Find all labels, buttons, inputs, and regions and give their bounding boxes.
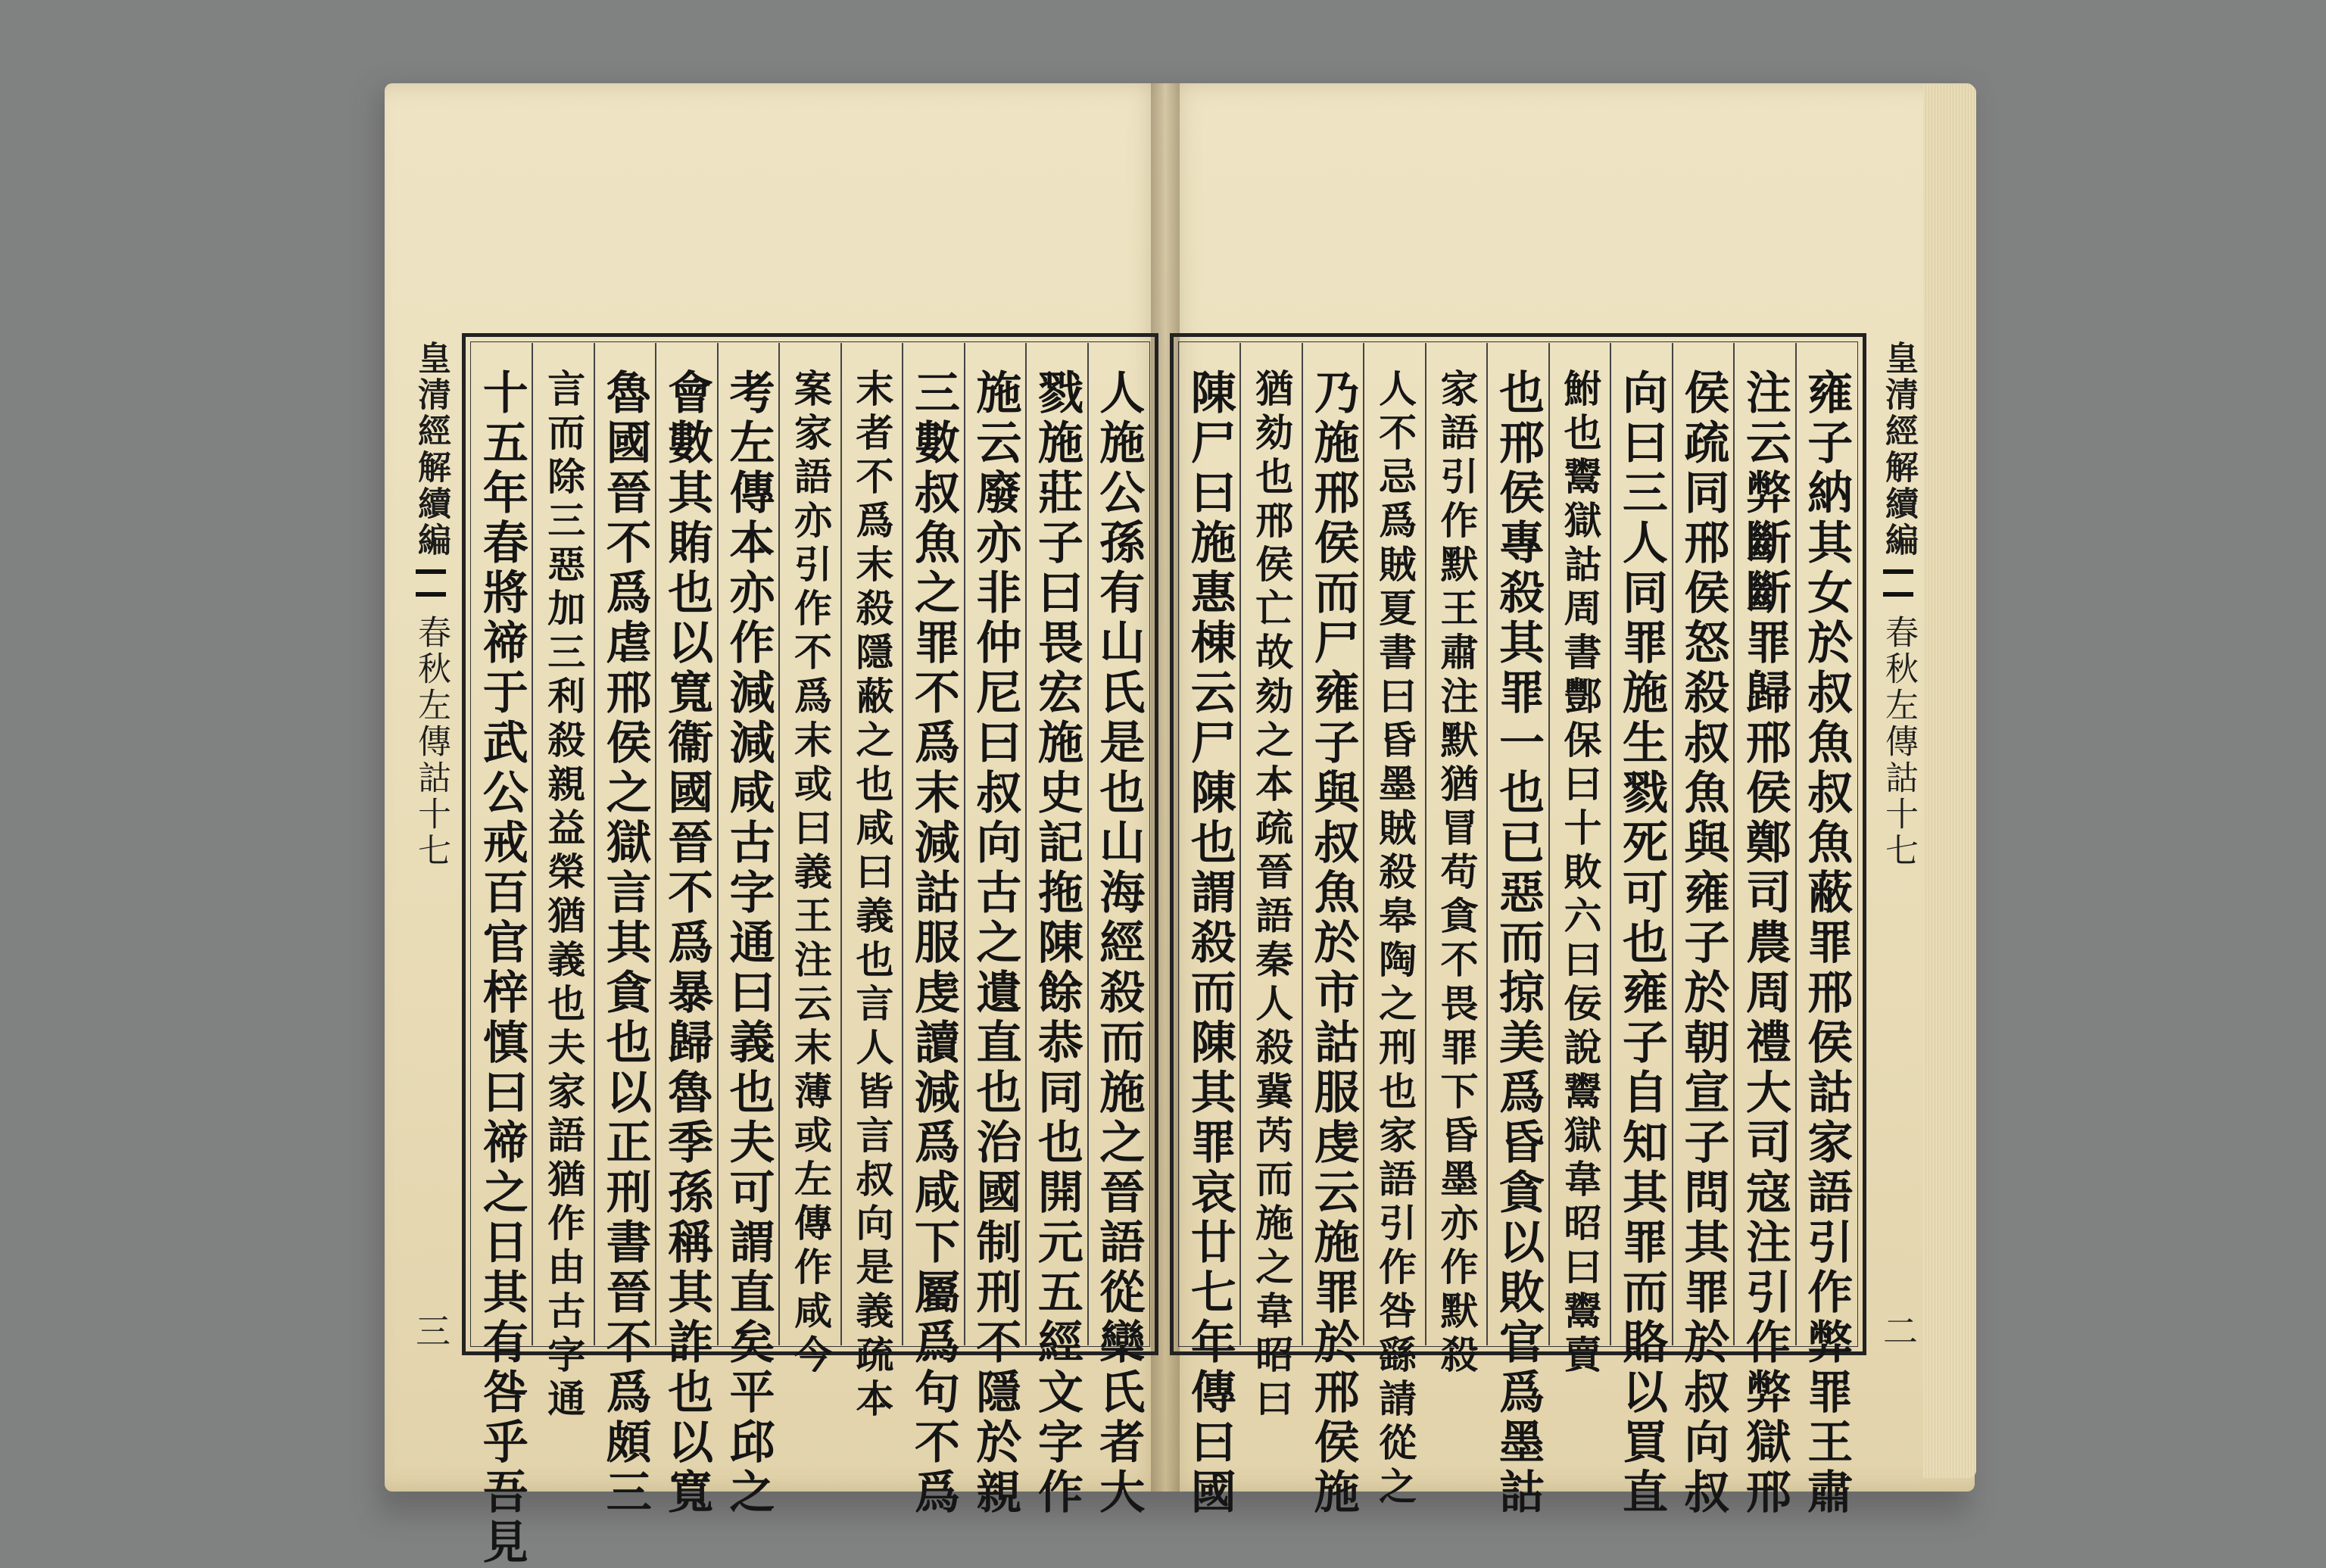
left-text-columns — [472, 343, 1149, 1568]
text-column: 人不忌爲賊夏書曰昏墨賊殺皋陶之刑也家語引作咎繇請從之 — [1363, 343, 1424, 1345]
text-column: 會數其賄也以寬衞國晉不爲暴歸魯季孫稱其詐也以寬 — [655, 343, 716, 1345]
text-column: 乃施邢侯而尸雍子與叔魚於市詁服虔云施罪於邢侯施 — [1302, 343, 1363, 1345]
text-column: 雍子納其女於叔魚叔魚蔽罪邢侯詁家語引作弊罪王肅 — [1795, 343, 1857, 1345]
text-column: 魯國晉不爲虐邢侯之獄言其貪也以正刑書晉不爲頗三 — [594, 343, 655, 1345]
text-column: 施云廢亦非仲尼曰叔向古之遺直也治國制刑不隱於親 — [964, 343, 1025, 1345]
text-column: 侯疏同邢侯怒殺叔魚與雍子於朝宣子問其罪於叔向叔 — [1672, 343, 1733, 1345]
right-margin-subtitle: 春秋左傳詁十七 — [1879, 615, 1918, 869]
text-column: 注云弊斷斷罪歸邢侯鄭司農周禮大司寇注引作弊獄邢 — [1733, 343, 1794, 1345]
text-column: 言而除三惡加三利殺親益榮猶義也夫家語猶作由古字通 — [532, 343, 593, 1345]
right-margin-column — [1869, 341, 1928, 1348]
fish-tail-icon — [1883, 569, 1913, 597]
right-text-frame — [1170, 333, 1866, 1518]
text-column: 家語引作默王肅注默猶冒苟貪不畏罪下昏墨亦作默殺 — [1425, 343, 1486, 1345]
right-margin-title: 皇清經解續編 — [1879, 341, 1918, 559]
text-column: 陳尸曰施惠棟云尸陳也謂殺而陳其罪哀廿七年傳曰國 — [1183, 369, 1236, 1518]
left-margin-column — [401, 341, 460, 1348]
text-column: 戮施莊子曰畏宏施史記拖陳餘恭同也開元五經文字作 — [1025, 343, 1087, 1345]
fish-tail-icon — [416, 569, 446, 597]
text-column: 三數叔魚之罪不爲末減詁服虔讀減爲咸下屬爲句不爲 — [902, 343, 963, 1345]
right-text-columns — [1180, 343, 1857, 1518]
page-edges — [1923, 85, 1976, 1478]
left-text-frame — [462, 333, 1158, 1568]
text-column: 末者不爲末殺隱蔽之也咸曰義也言人皆言叔向是義疏本 — [840, 343, 902, 1345]
left-page-number: 三 — [410, 1313, 451, 1348]
left-margin-title: 皇清經解續編 — [412, 341, 451, 559]
text-column: 鮒也鬻獄詁周書酆保曰十敗六曰佞說鬻獄韋昭曰鬻賣 — [1548, 343, 1610, 1345]
text-column: 人施公孫有山氏是也山海經殺而施之晉語從欒氏者大 — [1087, 343, 1149, 1345]
text-column: 案家語亦引作不爲末或曰義王注云末薄或左傳作咸今 — [778, 343, 840, 1345]
text-column: 考左傳本亦作減減咸古字通曰義也夫可謂直矣平邱之 — [717, 343, 778, 1345]
text-column: 也邢侯專殺其罪一也已惡而掠美爲昏貪以敗官爲墨詁 — [1486, 343, 1548, 1345]
left-margin-subtitle: 春秋左傳詁十七 — [412, 615, 451, 869]
text-column: 猶劾也邢侯亡故劾之本疏晉語秦人殺冀芮而施之韋昭曰 — [1239, 343, 1301, 1345]
right-page-number: 二 — [1878, 1313, 1919, 1348]
text-column: 向曰三人同罪施生戮死可也雍子自知其罪而賂以買直 — [1610, 343, 1671, 1345]
text-column: 十五年春將禘于武公戒百官梓慎曰禘之日其有咎乎吾見 — [475, 369, 528, 1568]
